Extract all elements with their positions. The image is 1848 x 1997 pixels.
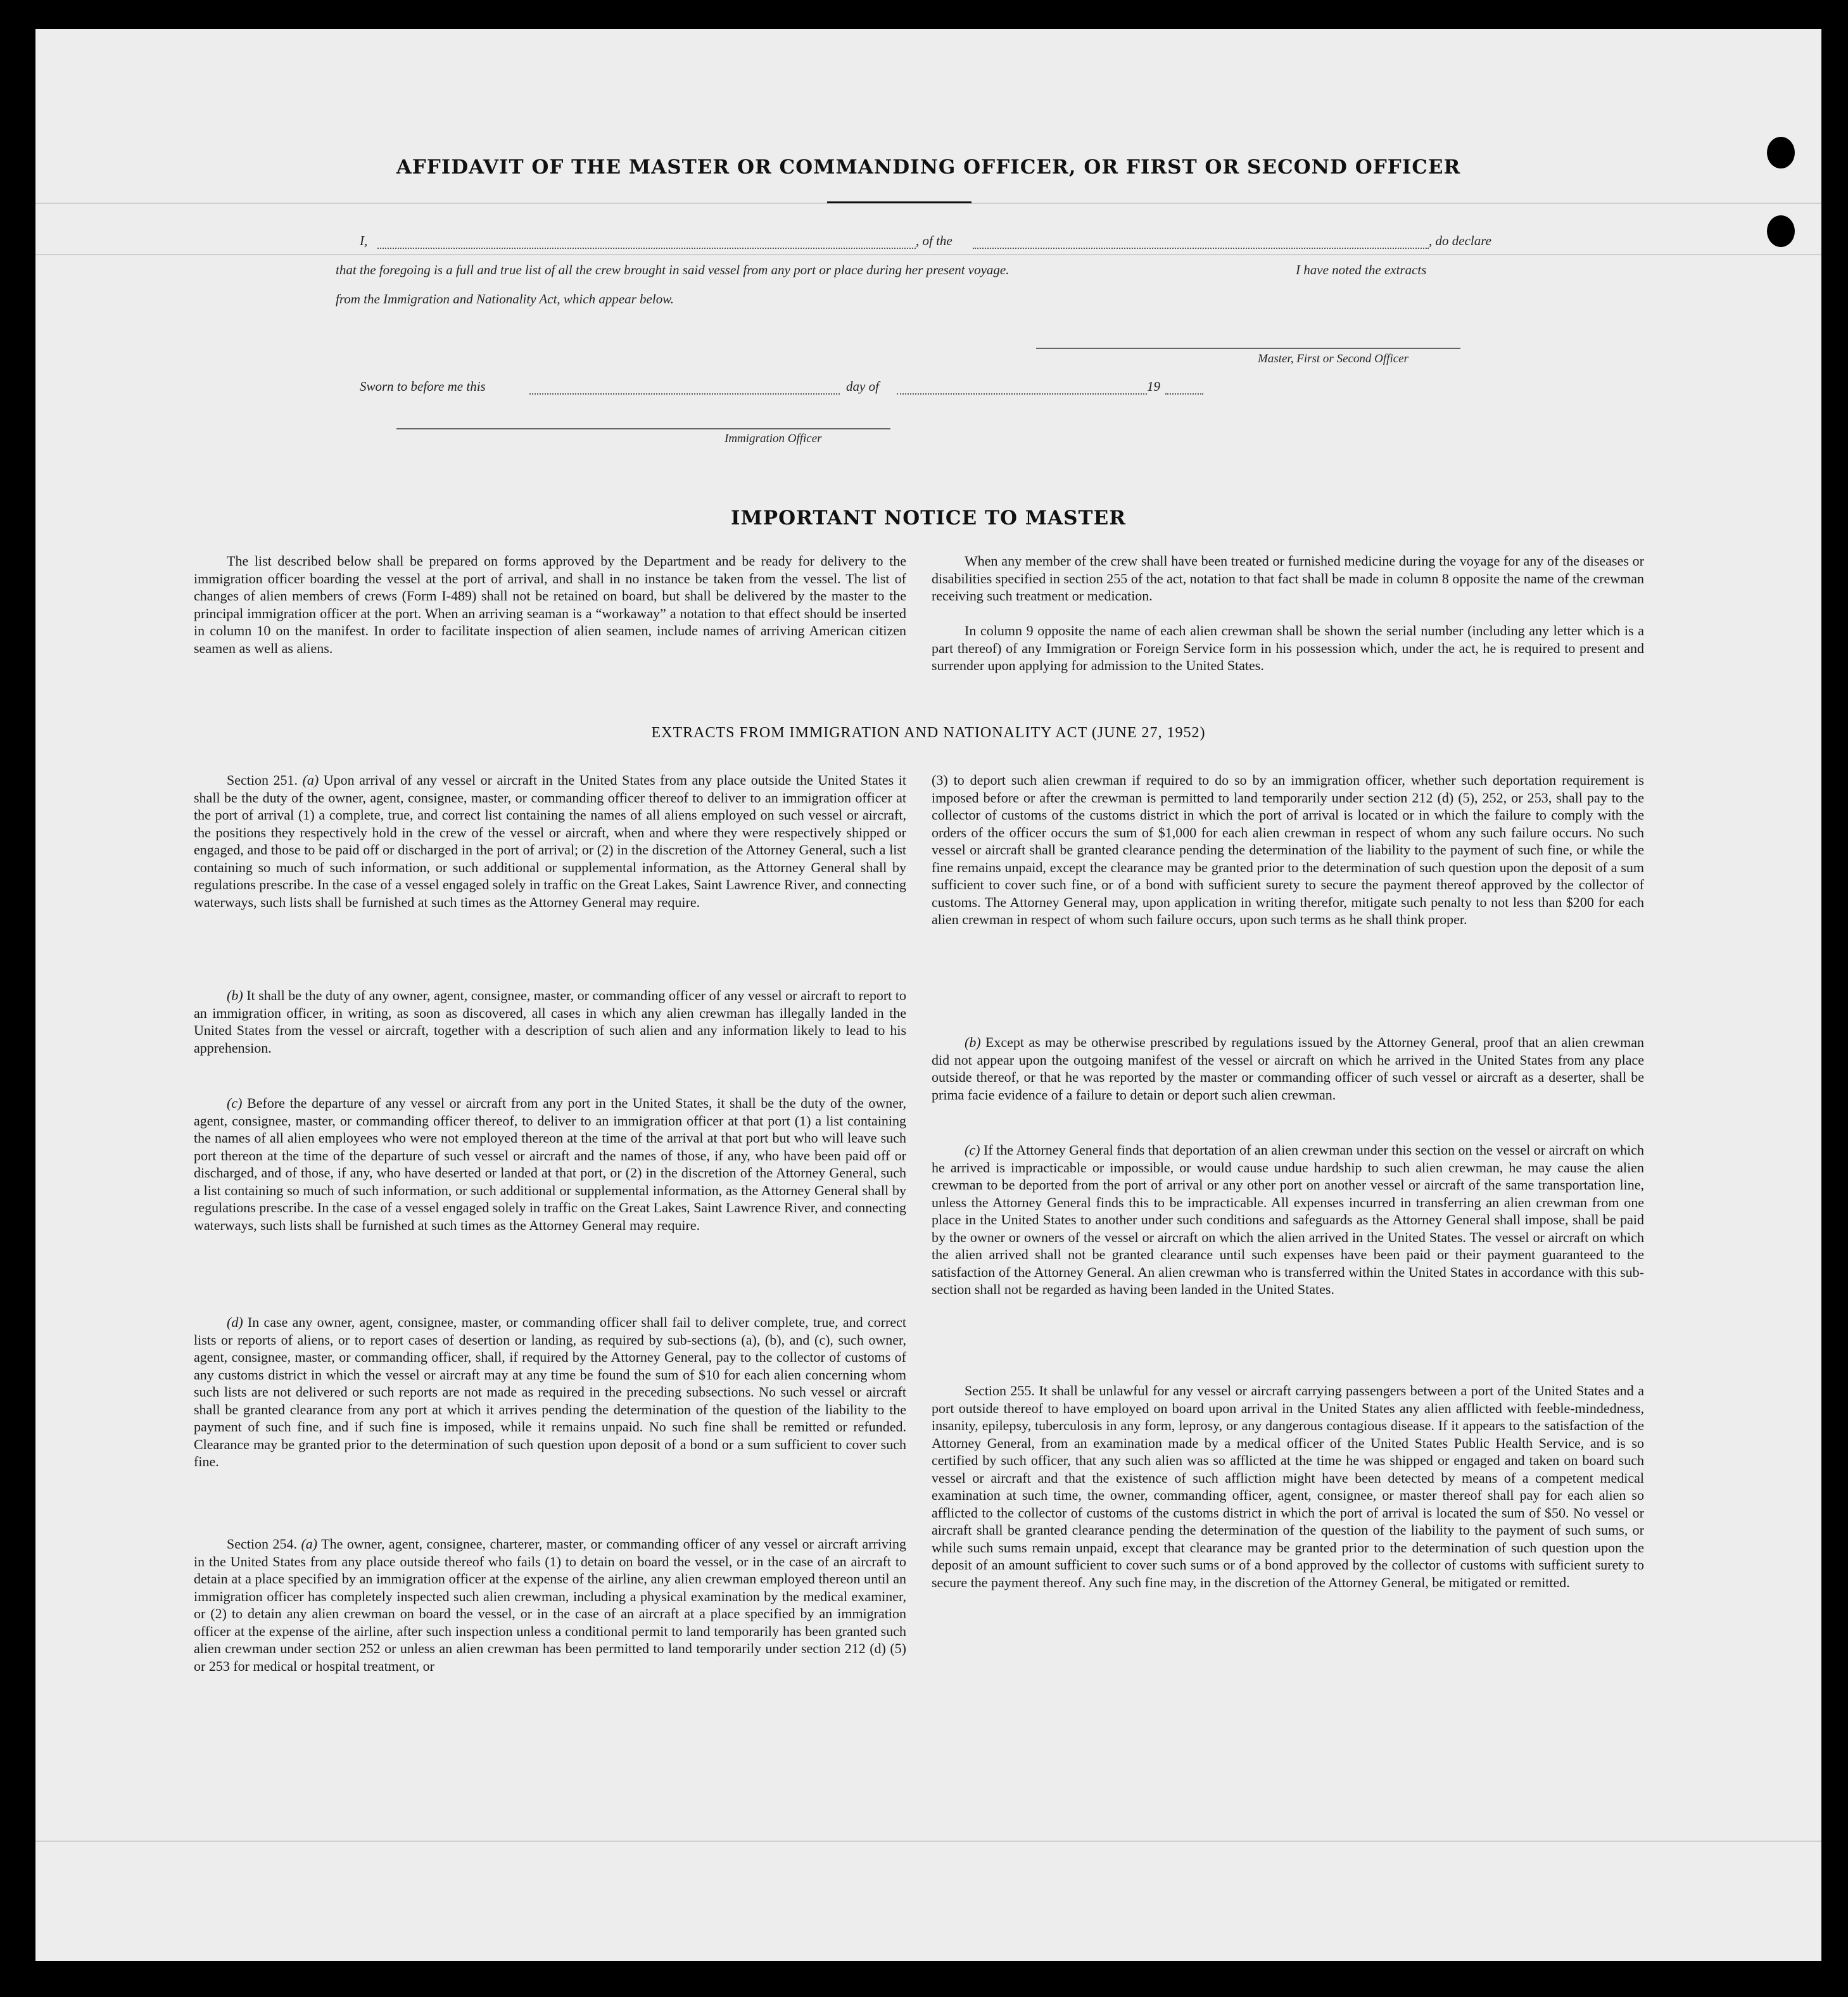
section-254-continued: (3) to deport such alien crewman if required to do so by an immigration officer, whether such deportation requirement is imposed before or after the crewman is permitted to land temporarily under section 212 (d) (5), 252, or 253, shall pay to the collector of customs of the customs district in which the port of arrival is located or in which the failure to comply with the orders of the officer occurs the sum of $1,000 for each alien crewman in respect of whom any such failure occurs. No such vessel or aircraft shall be granted clearance pending the determination of the liability to the payment of such fine, or while the fine remains unpaid, except the clearance may be granted prior to the determination of such question upon the deposit of a sum sufficient to cover such fine, or of a bond with sufficient surety to secure the payment thereof approved by the collector of customs. The Attorney General may, upon application in writing therefor, mitigate such penalty to not less than $200 for each alien crewman in respect of whom such failure occurs, upon such terms as he shall think proper. bbox=[932, 772, 1644, 927]
ghost-line bbox=[35, 1841, 1821, 1842]
section-254-c: (c) If the Attorney General finds that deportation of an alien crewman under this section on the vessel or aircraft on which he arrived is impracticable or impossible, or would cause undue hardship to such alien crewman, he may cause the alien crewman to be deported from the port of arrival or any other port on another vessel or aircraft of the same transportation line, unless the Attorney General finds this to be impracticable. All expenses incurred in transferring an alien crewman from one place in the United States to another under such conditions and safeguards as the Attorney General shall impose, shall be paid by the owner or owners of the vessel or aircraft on which the alien arrived in the United States. The vessel or aircraft on which the alien arrived shall not be granted clearance until such expenses have been paid or their payment guaranteed to the satisfaction of the Attorney General. An alien crewman who is transferred within the United States in accordance with this sub-section shall not be regarded as having been landed in the United States. bbox=[932, 1142, 1644, 1297]
ghost-line bbox=[35, 254, 1821, 255]
affidavit-line2b: I have noted the extracts bbox=[1296, 262, 1427, 277]
vessel-field[interactable] bbox=[973, 248, 1429, 249]
section-251-b: (b) It shall be the duty of any owner, agent, consignee, master, or commanding officer of any vessel or aircraft to report to an immigration officer, in writing, as soon as discovered, all cases in which any alien crewman has illegally landed in the United States from the vessel or aircraft, together with a description of such alien and any information likely to lead to his apprehension. bbox=[194, 987, 906, 1056]
affidavit-title: AFFIDAVIT OF THE MASTER OR COMMANDING OFFICER, OR FIRST OR SECOND OFFICER bbox=[396, 156, 1461, 179]
title-underline bbox=[827, 201, 971, 203]
year-prefix: 19 bbox=[1147, 379, 1160, 394]
day-of-label: day of bbox=[846, 379, 879, 394]
section-251-a: Section 251. (a) Upon arrival of any vessel or aircraft in the United States from any place outside the United States it shall be the duty of the owner, agent, consignee, master, or commanding officer thereof to deliver to an immigration officer at the port of arrival (1) a complete, true, and correct list containing the names of all aliens employed on such vessel or aircraft, the positions they respectively hold in the crew of the vessel or aircraft, when and where they were respectively shipped or engaged, and those to be paid off or discharged in the port of arrival; or (2) in the discretion of the Attorney General, such a list containing so much of such information, or such additional or supplemental information, as the Attorney General shall by regulations prescribe. In the case of a vessel engaged solely in traffic on the Great Lakes, Saint Lawrence River, and connecting waterways, such lists shall be furnished at such times as the Attorney General may require. bbox=[194, 772, 907, 910]
notice-left-paragraph: The list described below shall be prepared on forms approved by the Department and be ready for delivery to the immigration officer boarding the vessel at the port of arrival, and shall in no instance be taken from the vessel. The list of changes of alien members of crews (Form I-489) shall not be retained on board, but shall be delivered by the master to the principal immigration officer at the port. When an arriving seaman is a “workaway” a notation to that effect should be inserted in column 10 on the manifest. In order to facilitate inspection of alien seamen, include names of arriving American citizen seamen as well as aliens. bbox=[194, 553, 906, 656]
sworn-year-field[interactable] bbox=[1165, 393, 1203, 395]
sworn-label: Sworn to before me this bbox=[360, 379, 486, 394]
section-251-d: (d) In case any owner, agent, consignee, master, or commanding officer shall fail to deliver complete, true, and correct lists or reports of aliens, or to report cases of desertion or landing, as required by sub-sections (a), (b), and (c), such owner, agent, consignee, master, or commanding officer, shall, if required by the Attorney General, pay to the collector of customs of any customs district in which the vessel or aircraft may at any time be found the sum of $10 for each alien concerning whom such lists are not delivered or such reports are not made as required in the preceding subsections. No such vessel or aircraft shall be granted clearance from any port at which it arrives pending the determination of the question of the liability to the payment of such fine, and if such fine is imposed, while it remains unpaid. No such fine shall be remitted or refunded. Clearance may be granted prior to the determination of such question upon deposit of a bond or a sum sufficient to cover such fine. bbox=[194, 1314, 906, 1469]
notice-right-paragraph-1: When any member of the crew shall have been treated or furnished medicine during the voyage for any of the diseases or disabilities specified in section 255 of the act, notation to that fact shall be made in column 8 opposite the name of the crewman receiving such treatment or medication. bbox=[932, 553, 1644, 604]
officer-signature-line[interactable] bbox=[396, 428, 890, 429]
sworn-day-field[interactable] bbox=[529, 393, 840, 395]
master-signature-label: Master, First or Second Officer bbox=[1258, 352, 1409, 365]
affidavit-line2: that the foregoing is a full and true list of all the crew brought in said vessel from any port or place during her present voyage. bbox=[336, 262, 1009, 277]
affidavit-declare: , do declare bbox=[1429, 233, 1491, 248]
section-254-b: (b) Except as may be otherwise prescribed by regulations issued by the Attorney General, proof that an alien crewman did not appear upon the outgoing manifest of the vessel or aircraft on which he arrived in the United States from any place outside thereof, or that he was reported by the master or commanding officer of such vessel or aircraft as a deserter, shall be prima facie evidence of a failure to detain or deport such alien crewman. bbox=[932, 1034, 1644, 1103]
section-251-c: (c) Before the departure of any vessel or aircraft from any port in the United States, it shall be the duty of the owner, agent, consignee, master, or commanding officer thereof, to deliver to an immigration officer at that port (1) a list containing the names of all alien employees who were not employed thereon at the time of the arrival at that port but who will leave such port thereon at the time of the departure of such vessel or aircraft and the names of those, if any, who have been paid off or discharged, and of those, if any, who have deserted or landed at that port, or (2) in the discretion of the Attorney General, such a list containing so much of such information, or such additional or supplemental information, as the Attorney General shall by regulations prescribe. In the case of a vessel engaged solely in traffic on the Great Lakes, Saint Lawrence River, and connecting waterways, such lists shall be furnished at such times as the Attorney General may require. bbox=[194, 1095, 906, 1233]
section-255: Section 255. It shall be unlawful for any vessel or aircraft carrying passengers between a port of the United States and a port outside thereof to have employed on board upon arrival in the United States any alien afflicted with feeble-mindedness, insanity, epilepsy, tuberculosis in any form, leprosy, or any dangerous contagious disease. If it appears to the satisfaction of the Attorney General, from an examination made by a medical officer of the United States Public Health Service, and is so certified by such officer, that any such alien was so afflicted at the time he was shipped or engaged and taken on board such vessel or aircraft and that the existence of such affliction might have been detected by means of a competent medical examination at such time, the owner, commanding officer, agent, consignee, or master thereof shall pay for each alien so afflicted to the collector of customs of the customs district in which the port of arrival is located the sum of $50. No vessel or aircraft shall be granted clearance pending the determination of the question of the liability to the payment of such sums, or while such sums remain unpaid, except that clearance may be granted prior to the determination of such question upon the deposit of an amount sufficient to cover such sums or of a bond approved by the collector of customs with sufficient surety to secure the payment thereof. Any such fine may, in the discretion of the Attorney General, be mitigated or remitted. bbox=[932, 1383, 1644, 1590]
extracts-title: EXTRACTS FROM IMMIGRATION AND NATIONALITY ACT (JUNE 27, 1952) bbox=[651, 725, 1206, 741]
officer-label: Immigration Officer bbox=[725, 432, 822, 445]
affidavit-of-the: , of the bbox=[916, 233, 952, 248]
punch-hole bbox=[1767, 215, 1795, 247]
sworn-month-field[interactable] bbox=[897, 393, 1147, 395]
master-signature-line[interactable] bbox=[1036, 348, 1460, 349]
punch-hole bbox=[1767, 137, 1795, 168]
affidavit-i: I, bbox=[360, 233, 368, 248]
notice-right-paragraph-2: In column 9 opposite the name of each alien crewman shall be shown the serial number (including any letter which is a part thereof) of any Immigration or Foreign Service form in his possession which, under the act, he is required to present and surrender upon applying for admission to the United States. bbox=[932, 623, 1644, 673]
document-page bbox=[35, 29, 1821, 1961]
notice-title: IMPORTANT NOTICE TO MASTER bbox=[730, 507, 1127, 529]
affidavit-line3: from the Immigration and Nationality Act, which appear below. bbox=[336, 291, 674, 307]
name-field[interactable] bbox=[377, 248, 916, 249]
section-254-a: Section 254. (a) The owner, agent, consignee, charterer, master, or commanding officer of any vessel or aircraft arriving in the United States from any place outside thereof who fails (1) to detain on board the vessel, or in the case of an aircraft to detain at a place specified by an immigration officer at the expense of the airline, any alien crewman employed thereon until an immigration officer has completely inspected such alien crewman, including a physical examination by the medical examiner, or (2) to detain any alien crewman on board the vessel, or in the case of an aircraft at a place specified by an immigration officer at the expense of the airline, after such inspection unless a conditional permit to land temporarily has been granted such alien crewman under section 252 or unless an alien crewman has been permitted to land temporarily under section 212 (d) (5) or 253 for medical or hospital treatment, or bbox=[194, 1536, 907, 1674]
